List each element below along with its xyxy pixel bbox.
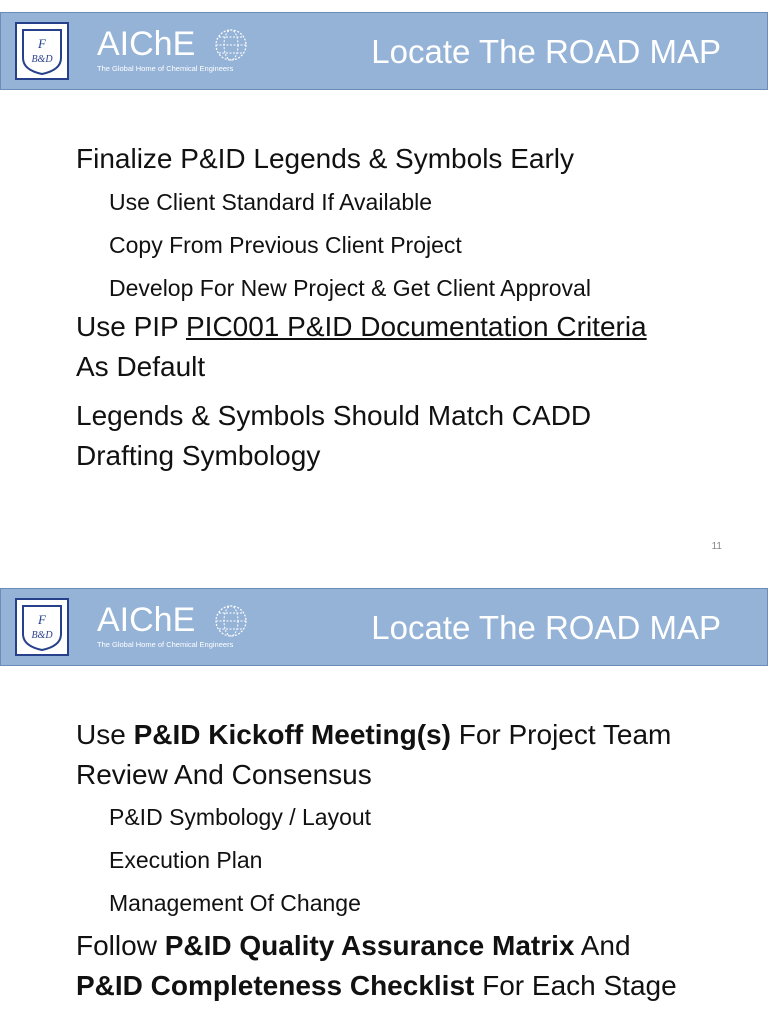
logo-letter-bottom: B&D xyxy=(31,630,53,641)
sub-bullet-client-standard: Use Client Standard If Available xyxy=(109,189,433,215)
globe-icon xyxy=(214,604,248,638)
bullet-kickoff-line2: Review And Consensus xyxy=(76,759,372,790)
pip-criteria-link[interactable]: PIC001 P&ID Documentation Criteria xyxy=(185,311,647,342)
aiche-wordmark: AIChE xyxy=(97,25,196,63)
completeness-checklist-emphasis: P&ID Completeness Checklist xyxy=(76,970,475,1001)
bullet-qa-line2 xyxy=(76,966,677,1006)
bullet-pip-line2: As Default xyxy=(76,351,206,382)
bullet-legends: Finalize P&ID Legends & Symbols Early xyxy=(76,143,574,174)
kickoff-meeting-emphasis: P&ID Kickoff Meeting(s) xyxy=(133,719,451,750)
aiche-tagline: The Global Home of Chemical Engineers xyxy=(97,640,234,649)
bullet-pip xyxy=(76,307,647,347)
slide-body xyxy=(76,139,647,476)
bullet-kickoff-suffix: For Project Team xyxy=(450,719,672,750)
shield-icon xyxy=(17,24,67,78)
sub-bullet-execution-plan: Execution Plan xyxy=(109,847,263,873)
bullet-qa-matrix xyxy=(76,926,677,966)
bullet-cadd: Legends & Symbols Should Match CADD xyxy=(76,400,592,431)
page-number: 11 xyxy=(711,541,722,552)
globe-icon xyxy=(214,28,248,62)
bullet-kickoff xyxy=(76,715,677,755)
logo-letter-top: F xyxy=(38,612,46,627)
slide-2 xyxy=(0,576,768,1024)
fbd-logo xyxy=(15,22,69,80)
bullet-kickoff-prefix: Use xyxy=(76,719,134,750)
slide-header xyxy=(0,12,768,90)
slide-title: Locate The ROAD MAP xyxy=(371,609,721,646)
bullet-cadd-line2: Drafting Symbology xyxy=(76,440,321,471)
shield-icon xyxy=(17,600,67,654)
bullet-qa-prefix: Follow xyxy=(76,930,165,961)
aiche-wordmark: AIChE xyxy=(97,601,196,639)
aiche-tagline: The Global Home of Chemical Engineers xyxy=(97,64,234,73)
slide-body xyxy=(76,715,677,1006)
sub-bullet-develop-new: Develop For New Project & Get Client Approval xyxy=(109,275,591,301)
sub-bullet-copy-previous: Copy From Previous Client Project xyxy=(109,232,462,258)
fbd-logo xyxy=(15,598,69,656)
sub-bullet-moc: Management Of Change xyxy=(109,890,361,916)
slide-header xyxy=(0,588,768,666)
logo-letter-bottom: B&D xyxy=(31,54,53,65)
bullet-qa-line2-suffix: For Each Stage xyxy=(474,970,677,1001)
logo-letter-top: F xyxy=(38,36,46,51)
sub-bullet-symbology: P&ID Symbology / Layout xyxy=(109,804,372,830)
bullet-qa-suffix: And xyxy=(574,930,631,961)
qa-matrix-emphasis: P&ID Quality Assurance Matrix xyxy=(164,930,575,961)
bullet-pip-prefix: Use PIP xyxy=(76,311,186,342)
slide-title: Locate The ROAD MAP xyxy=(371,33,721,70)
